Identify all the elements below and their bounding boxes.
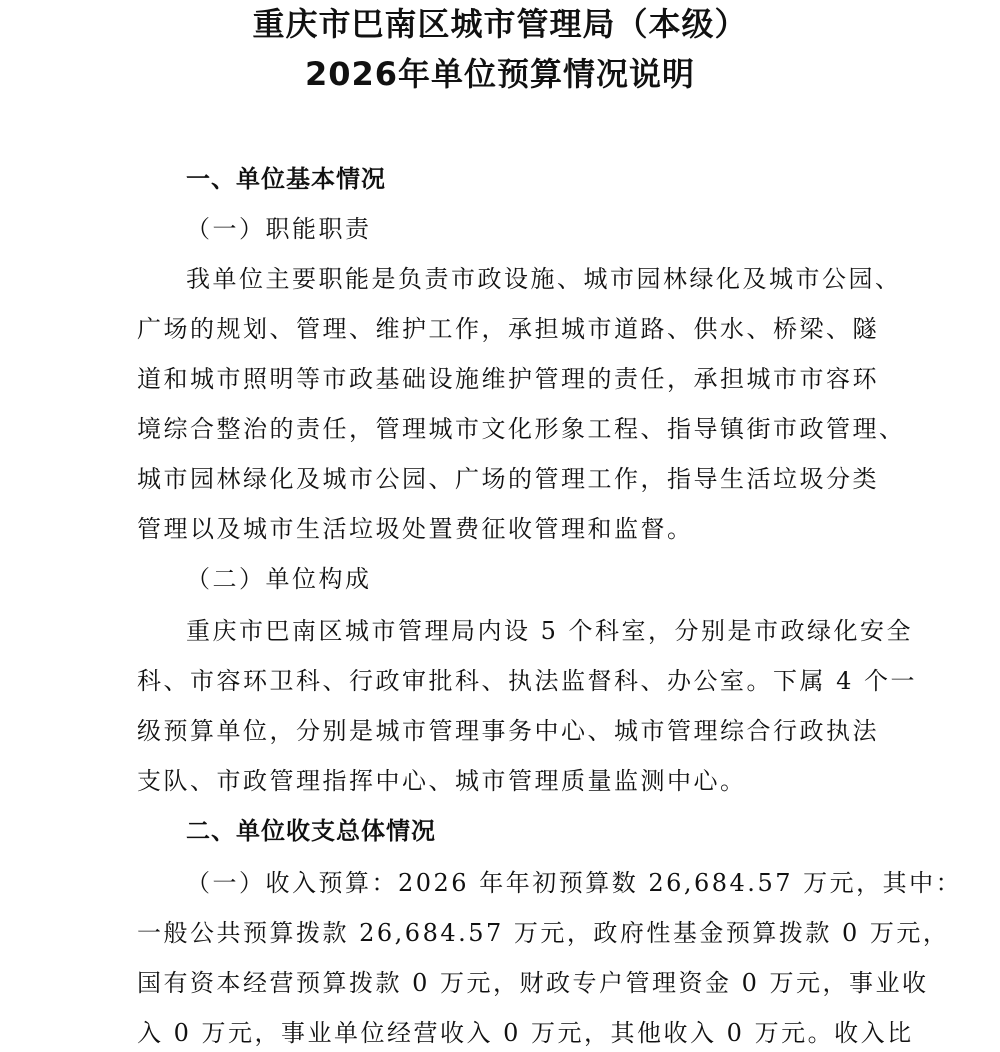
paragraph-line: 入 0 万元，事业单位经营收入 0 万元，其他收入 0 万元。收入比 xyxy=(137,1019,914,1047)
paragraph-line: 城市园林绿化及城市公园、广场的管理工作，指导生活垃圾分类 xyxy=(137,465,879,493)
subheading-composition: （二）单位构成 xyxy=(186,565,372,593)
paragraph-line: 一般公共预算拨款 26,684.57 万元，政府性基金预算拨款 0 万元， xyxy=(137,919,950,947)
section-heading-income-expenditure: 二、单位收支总体情况 xyxy=(186,817,436,845)
paragraph-line: 我单位主要职能是负责市政设施、城市园林绿化及城市公园、 xyxy=(186,265,902,293)
paragraph-line: 级预算单位，分别是城市管理事务中心、城市管理综合行政执法 xyxy=(137,717,879,745)
section-heading-basic-info: 一、单位基本情况 xyxy=(186,165,386,193)
paragraph-line: 道和城市照明等市政基础设施维护管理的责任，承担城市市容环 xyxy=(137,365,879,393)
paragraph-line: 境综合整治的责任，管理城市文化形象工程、指导镇街市政管理、 xyxy=(137,415,906,443)
document-title-line1: 重庆市巴南区城市管理局（本级） xyxy=(252,5,748,43)
subheading-functions: （一）职能职责 xyxy=(186,215,372,243)
paragraph-line: 重庆市巴南区城市管理局内设 5 个科室，分别是市政绿化安全 xyxy=(186,617,914,645)
paragraph-line: 国有资本经营预算拨款 0 万元，财政专户管理资金 0 万元，事业收 xyxy=(137,969,929,997)
paragraph-line: 广场的规划、管理、维护工作，承担城市道路、供水、桥梁、隧 xyxy=(137,315,879,343)
paragraph-line: 科、市容环卫科、行政审批科、执法监督科、办公室。下属 4 个一 xyxy=(137,667,918,695)
paragraph-line: 管理以及城市生活垃圾处置费征收管理和监督。 xyxy=(137,515,694,543)
paragraph-line: 支队、市政管理指挥中心、城市管理质量监测中心。 xyxy=(137,767,747,795)
paragraph-line: （一）收入预算：2026 年年初预算数 26,684.57 万元，其中： xyxy=(186,869,963,897)
document-title-line2: 2026年单位预算情况说明 xyxy=(304,55,696,93)
